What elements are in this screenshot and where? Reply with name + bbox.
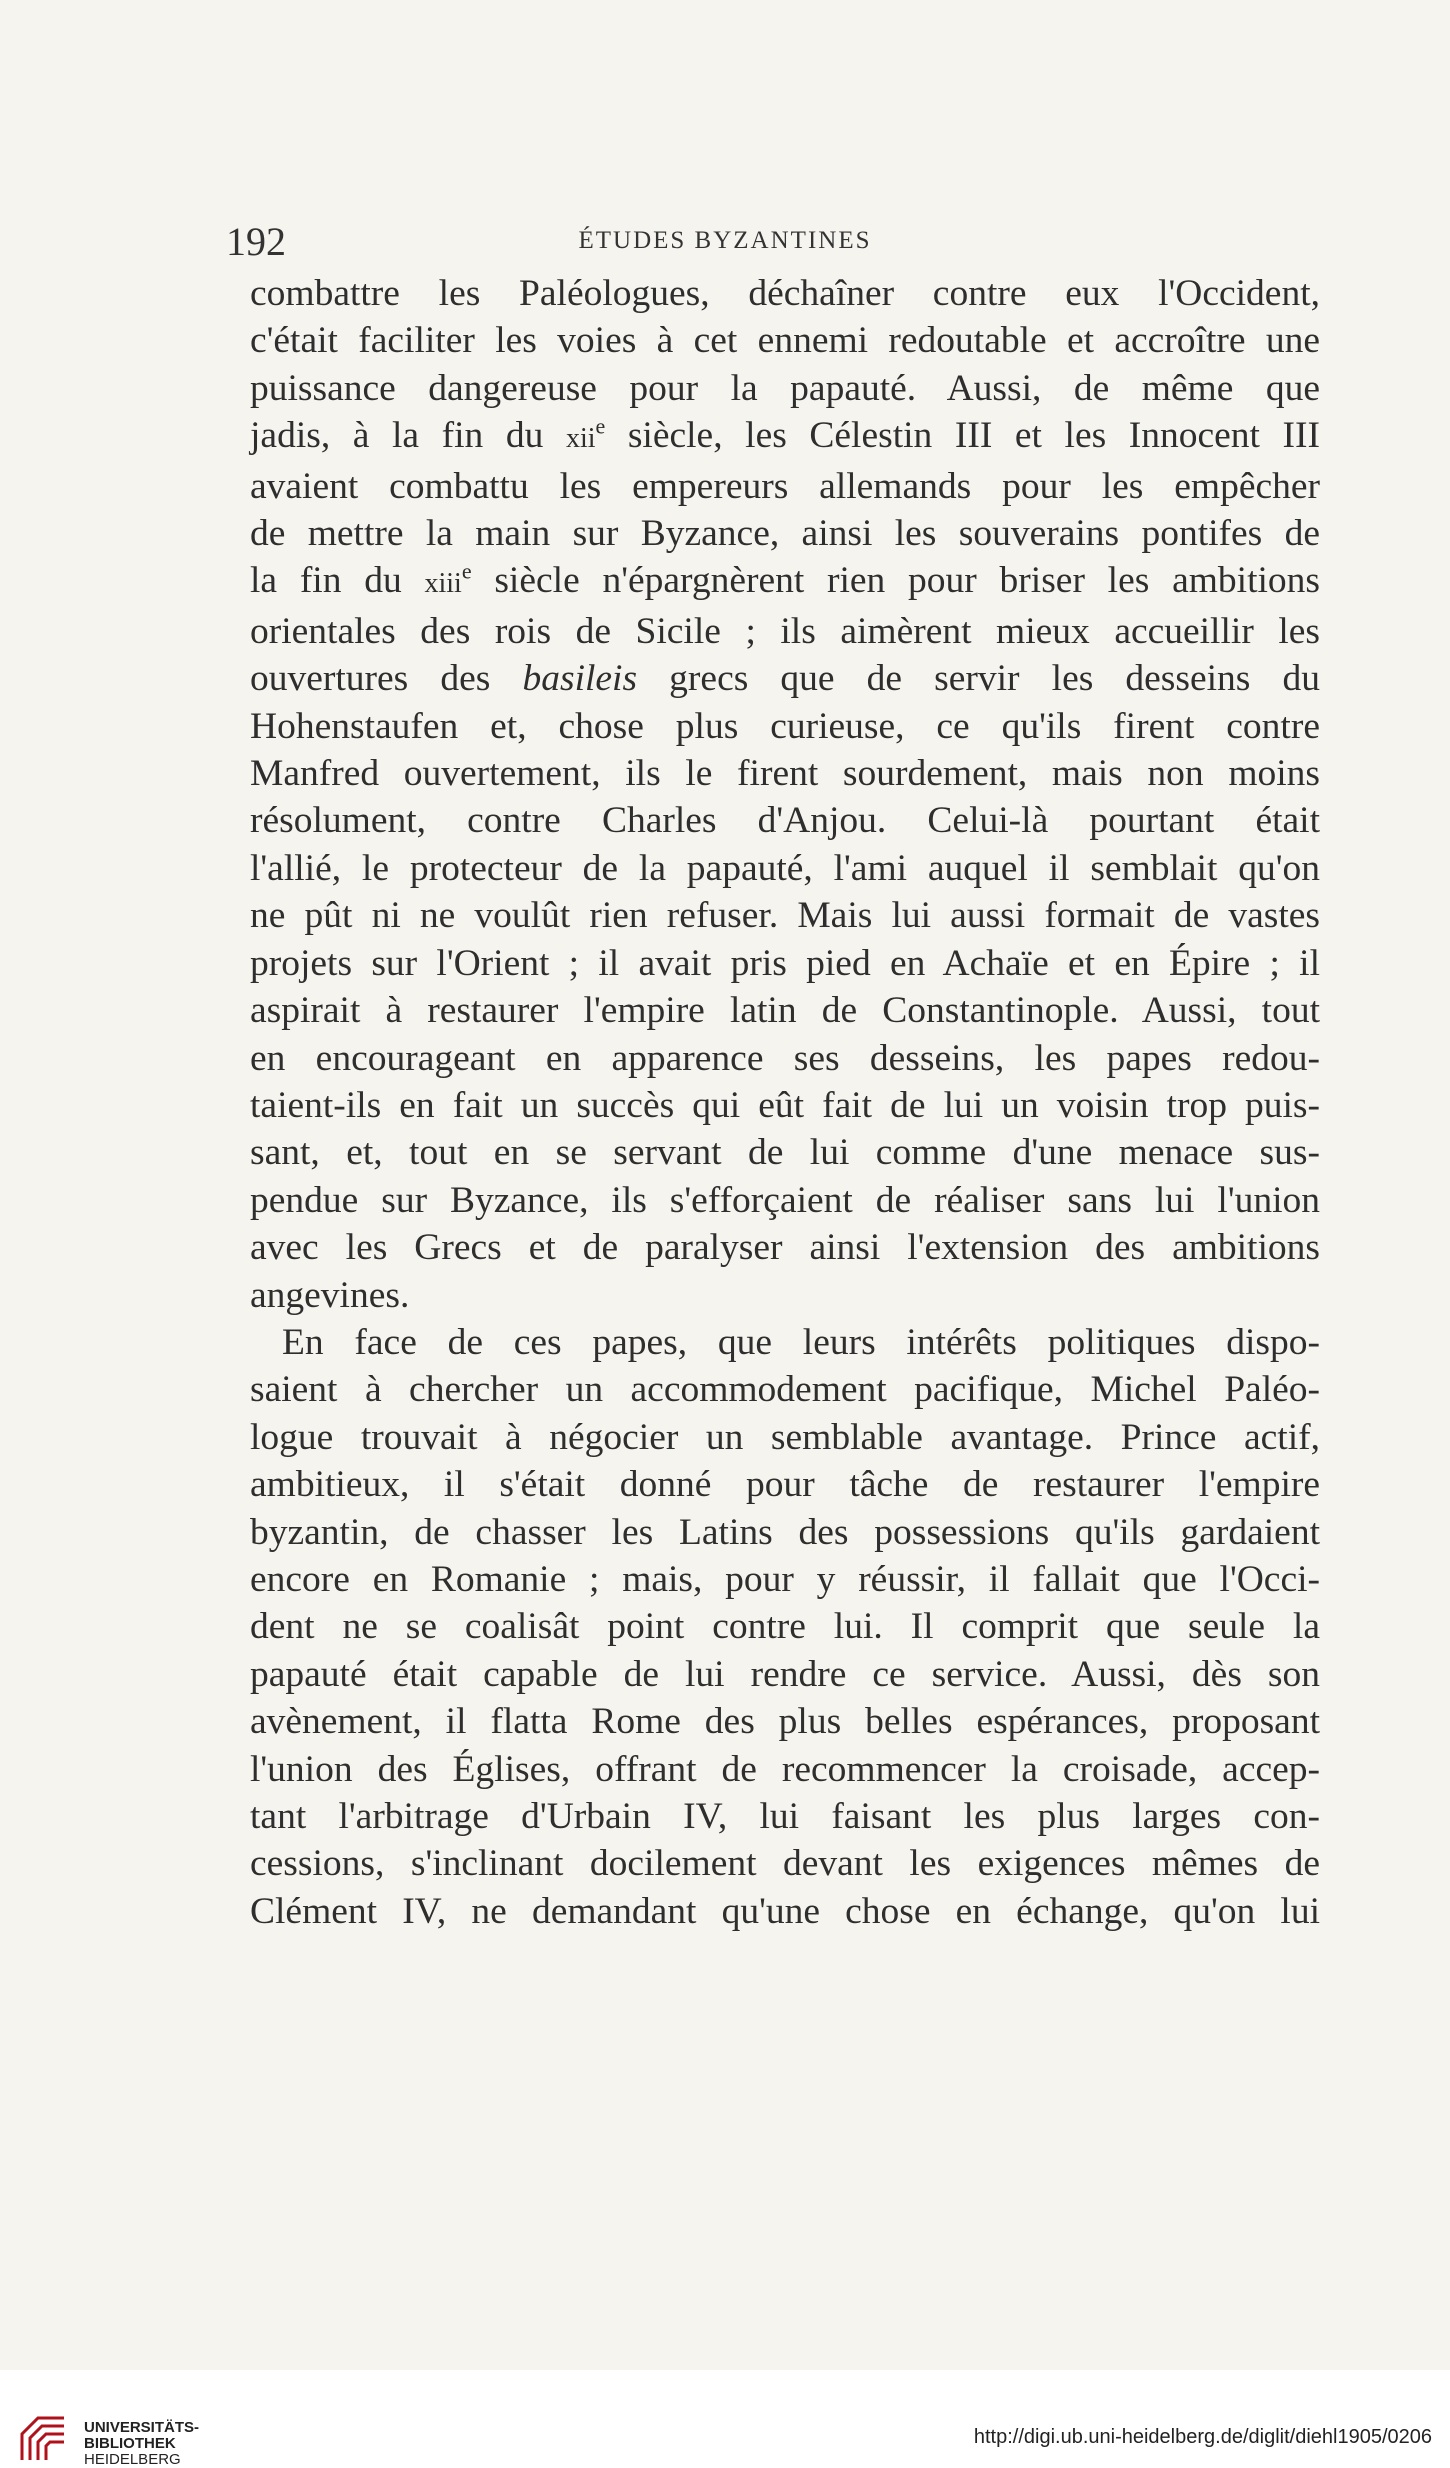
running-head: ÉTUDES BYZANTINES [578,227,872,254]
italic-term: basileis [522,658,638,700]
text-line [250,655,1320,702]
text-line: combattre les Paléologues, déchaîner contre eux l'Occident, [250,273,1320,314]
text-line: cessions, s'inclinant docilement devant les exigences mêmes de [250,1843,1320,1885]
text-line: de mettre la main sur Byzance, ainsi les souverains pontifes de [250,513,1320,555]
text-line: dent ne se coalisât point contre lui. Il comprit que seule la [250,1606,1320,1648]
body-text [250,270,1320,1935]
text-line: taient-ils en fait un succès qui eût fait de lui un voisin trop puis- [250,1084,1320,1126]
library-name [84,2420,199,2468]
text-line: En face de ces papes, que leurs intérêts politiques dispo- [282,1321,1320,1363]
text-segment: jadis, à la fin du [250,415,566,457]
text-line: en encourageant en apparence ses desseins, les papes redou- [250,1037,1320,1079]
text-line: Manfred ouvertement, ils le firent sourdement, mais non moins [250,753,1320,795]
text-line: tant l'arbitrage d'Urbain IV, lui faisant les plus larges con- [250,1796,1320,1837]
superscript: e [595,413,606,439]
text-line: papauté était capable de lui rendre ce service. Aussi, dès son [250,1653,1320,1695]
text-line: sant, et, tout en se servant de lui comme d'une menace sus- [250,1132,1320,1174]
text-line: saient à chercher un accommodement pacifique, Michel Paléo- [250,1369,1320,1411]
text-line: avènement, il flatta Rome des plus belles espérances, proposant [250,1701,1320,1743]
library-name-line: HEIDELBERG [84,2451,181,2468]
text-line: byzantin, de chasser les Latins des possessions qu'ils gardaient [250,1511,1320,1553]
text-line: ne pût ni ne voulût rien refuser. Mais lui aussi formait de vastes [250,895,1320,937]
text-segment: grecs que de servir les desseins du [637,658,1321,700]
text-segment: la fin du [250,560,425,602]
text-line: aspirait à restaurer l'empire latin de Constantinople. Aussi, tout [250,990,1320,1032]
text-line: résolument, contre Charles d'Anjou. Celui-là pourtant était [250,800,1320,842]
text-line: encore en Romanie ; mais, pour y réussir, il fallait que l'Occi- [250,1558,1320,1600]
superscript: e [461,558,472,584]
text-line: Clément IV, ne demandant qu'une chose en échange, qu'on lui [250,1890,1320,1932]
text-line: avec les Grecs et de paralyser ainsi l'extension des ambitions [250,1227,1320,1269]
text-line: angevines. [250,1274,410,1316]
text-line [250,412,1320,462]
text-line: logue trouvait à négocier un semblable avantage. Prince actif, [250,1416,1320,1458]
roman-numeral-small-caps: xiii [424,568,462,600]
text-line: Hohenstaufen et, chose plus curieuse, ce qu'ils firent contre [250,705,1320,747]
text-line: l'union des Églises, offrant de recommencer la croisade, accep- [250,1748,1320,1790]
text-line: puissance dangereuse pour la papauté. Aussi, de même que [250,367,1320,409]
text-line: l'allié, le protecteur de la papauté, l'ami auquel il semblait qu'on [250,847,1320,889]
page-number: 192 [226,219,286,264]
text-line: orientales des rois de Sicile ; ils aimèrent mieux accueillir les [250,610,1320,652]
text-line: c'était faciliter les voies à cet ennemi redoutable et accroître une [250,320,1320,362]
footer-bar [0,2370,1450,2468]
text-line: avaient combattu les empereurs allemands pour les empêcher [250,465,1320,507]
source-url-link[interactable]: http://digi.ub.uni-heidelberg.de/diglit/diehl1905/0206 [973,2426,1432,2448]
text-segment: ouvertures des [250,658,523,700]
library-name-line: BIBLIOTHEK [84,2435,176,2452]
text-segment: siècle, les Célestin III et les Innocent III [605,415,1320,457]
text-line: projets sur l'Orient ; il avait pris pied en Achaïe et en Épire ; il [250,942,1320,984]
text-line: pendue sur Byzance, ils s'efforçaient de réaliser sans lui l'union [250,1179,1320,1221]
text-line: ambitieux, il s'était donné pour tâche de restaurer l'empire [250,1464,1320,1506]
library-name-line: UNIVERSITÄTS- [84,2419,200,2436]
text-segment: siècle n'épargnèrent rien pour briser les ambitions [471,560,1320,602]
text-line [250,557,1320,607]
library-logo-icon [16,2412,70,2466]
roman-numeral-small-caps: xii [565,423,596,455]
